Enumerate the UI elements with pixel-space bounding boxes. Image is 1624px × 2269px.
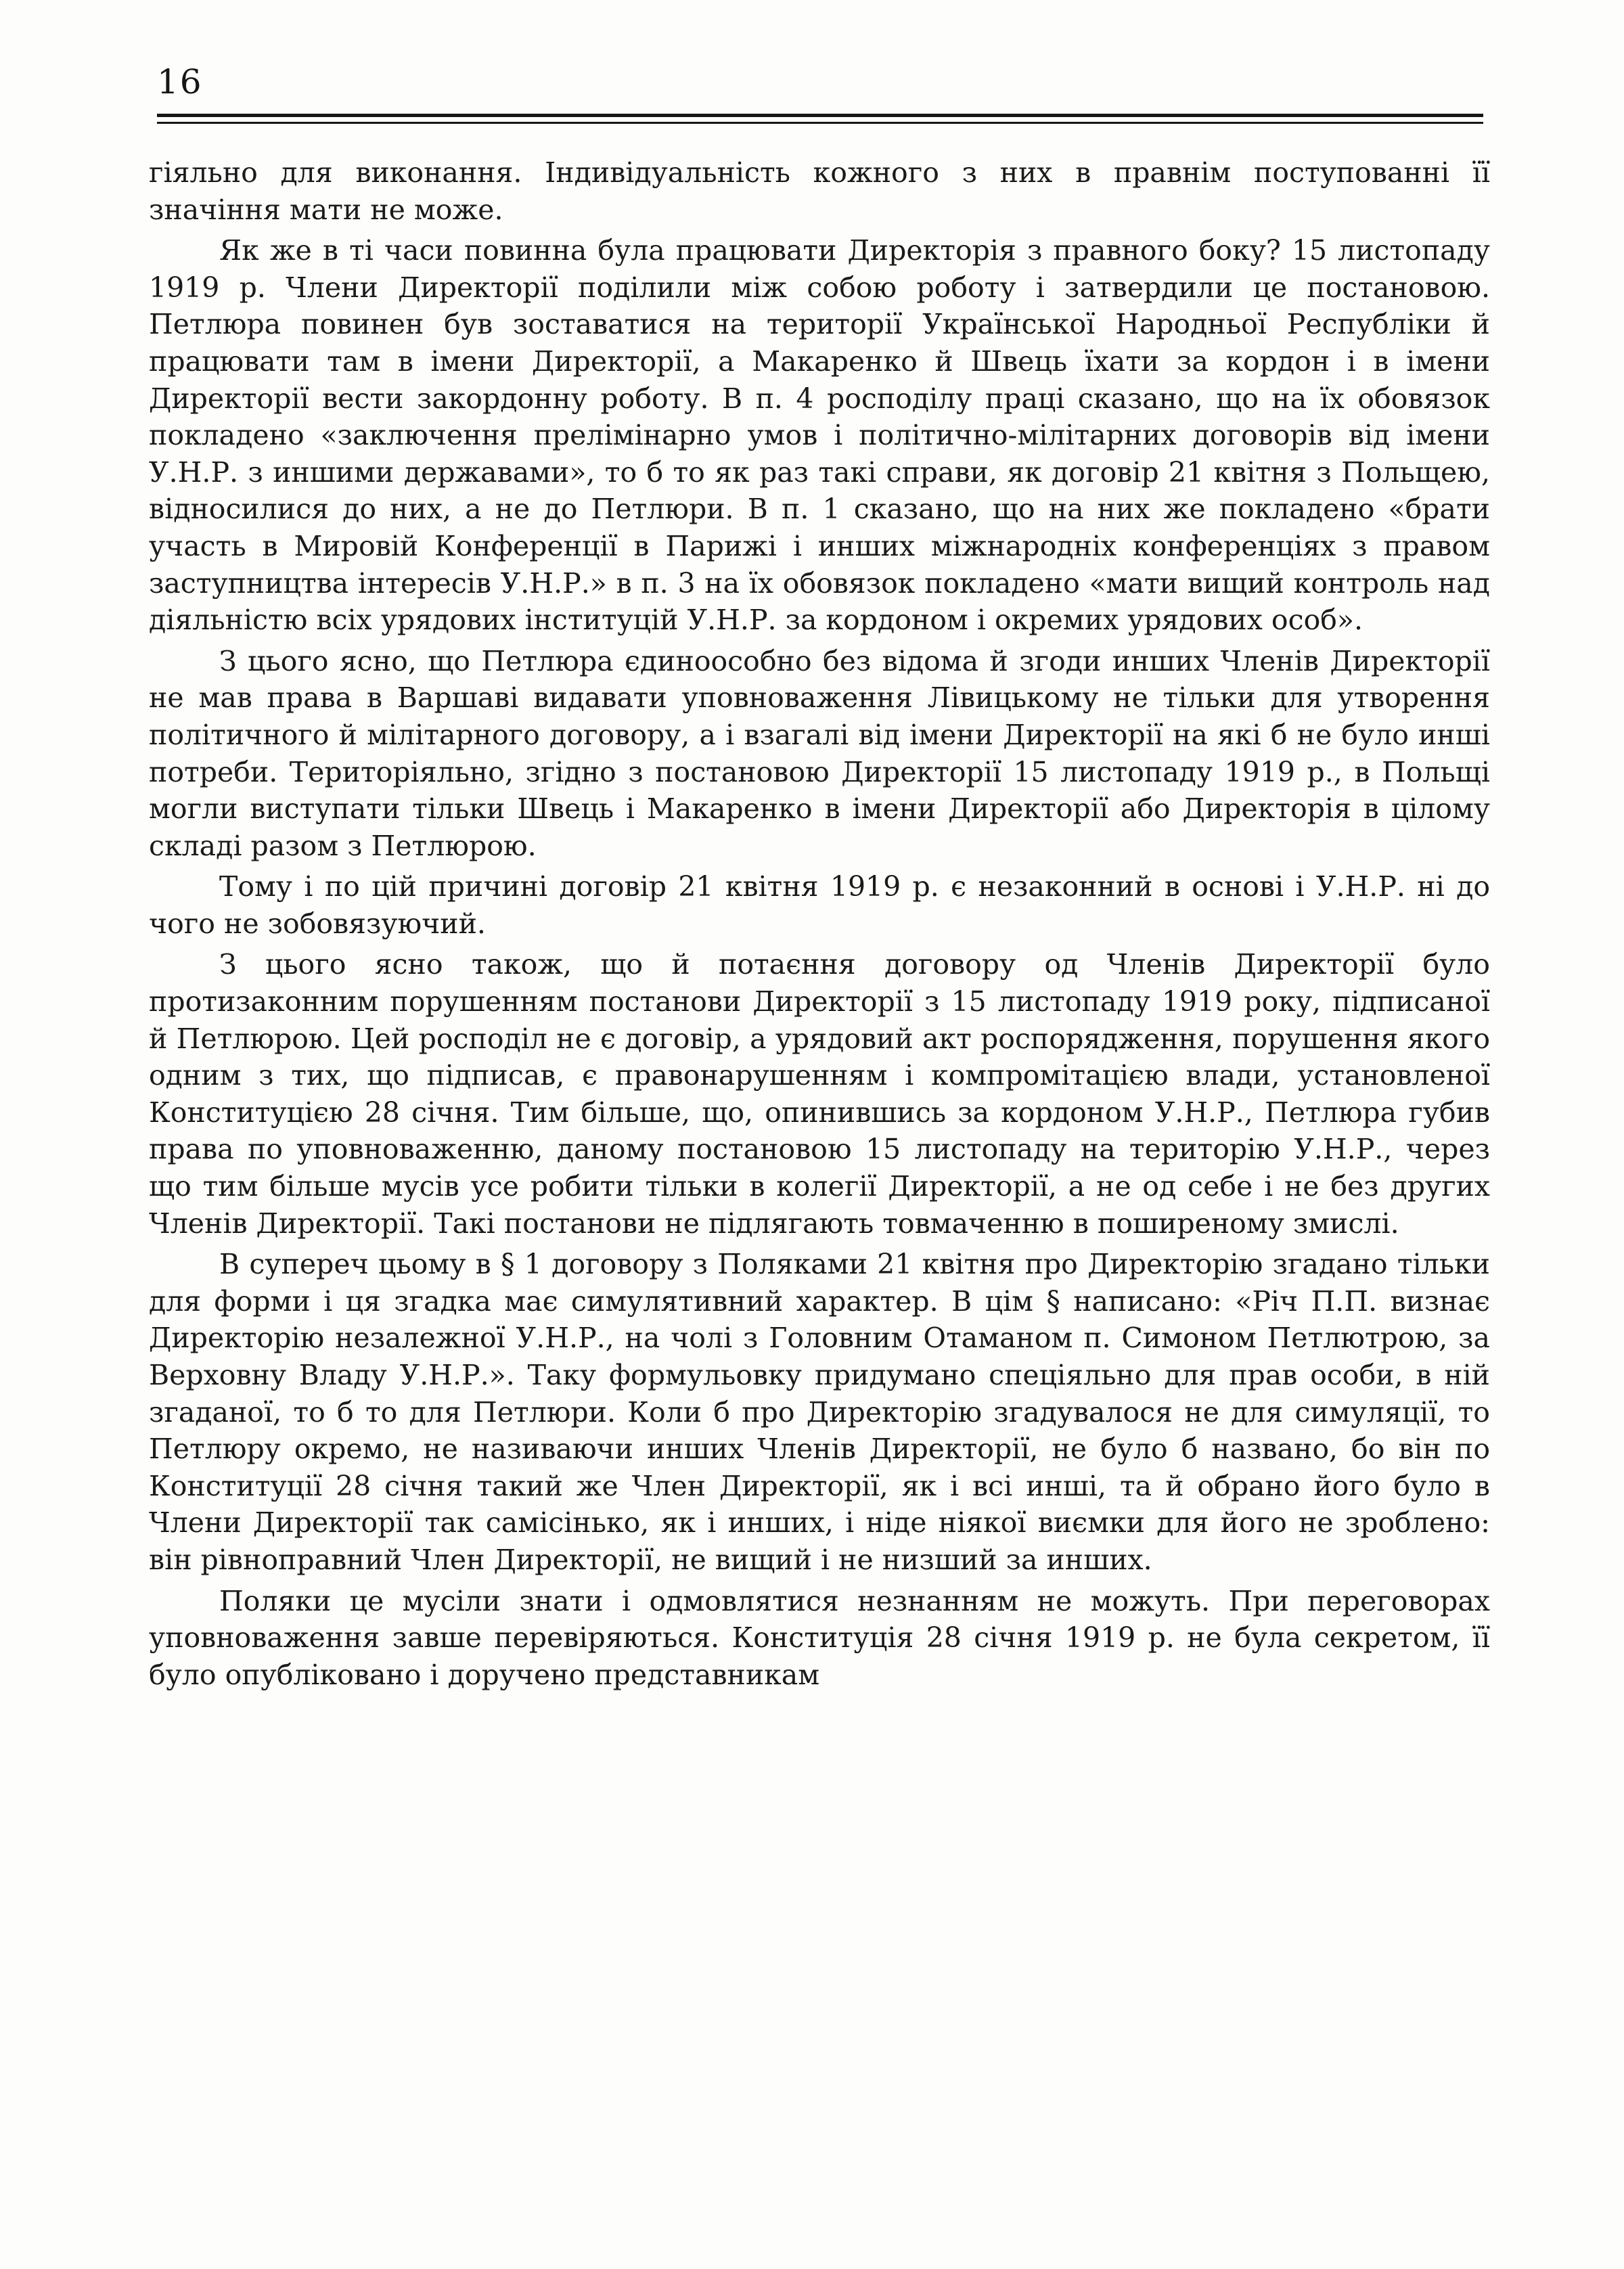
paragraph-7: Поляки це мусіли знати і одмовлятися незнанням не можуть. При переговорах уповноваження завше перевіряються. Конституція 28 січня 1919 р. не була секретом, її було опубліковано і доручено представникам	[149, 1584, 1490, 1691]
page-number: 16	[157, 62, 203, 102]
paragraph-2: Як же в ті часи повинна була працювати Директорія з правного боку? 15 листопаду 1919 р. Члени Директорії поділили між собою роботу і затвердили це постановою. Петлюра повинен був зоставатися на території Української Народньої Республіки й працювати там в імени Директорії, а Макаренко й Швець їхати за кордон і в імени Директорії вести закордонну роботу. В п. 4 росподілу праці сказано, що на їх обовязок покладено «заключення прелімінарно умов і політично-мілітарних договорів від імени У.Н.Р. з иншими державами», то б то як раз такі справи, як договір 21 квітня з Польщею, відносилися до них, а не до Петлюри. В п. 1 сказано, що на них же покладено «брати участь в Мировій Конференції в Парижі і инших міжнародніх конференціях з правом заступництва інтересів У.Н.Р.» в п. 3 на їх обовязок покладено «мати вищий контроль над діяльністю всіх урядових інституцій У.Н.Р. за кордоном і окремих урядових особ».	[149, 234, 1490, 637]
paragraph-5: З цього ясно також, що й потаєння договору од Членів Директорії було протизаконним порушенням постанови Директорії з 15 листопаду 1919 року, підписаної й Петлюрою. Цей росподіл не є договір, а урядовий акт роспорядження, порушення якого одним з тих, що підписав, є правонарушенням і компромітацією влади, установленої Конституцією 28 січня. Тим більше, що, опинившись за кордоном У.Н.Р., Петлюра губив права по уповноваженню, даному постановою 15 листопаду на територію У.Н.Р., через що тим більше мусів усе робити тільки в колегії Директорії, а не од себе і не без других Членів Директорії. Такі постанови не підлягають товмаченню в поширеному змислі.	[149, 948, 1490, 1240]
paragraph-1: гіяльно для виконання. Індивідуальність кожного з них в правнім поступованні її значіння мати не може.	[149, 156, 1490, 226]
header-rule-thin	[157, 122, 1483, 124]
paragraph-3: З цього ясно, що Петлюра єдиноособно без відома й згоди инших Членів Директорії не мав права в Варшаві видавати уповноваження Лівицькому не тільки для утворення політичного й мілітарного договору, а і взагалі від імени Директорії на які б не було инші потреби. Територіяльно, згідно з постановою Директорії 15 листопаду 1919 р., в Польщі могли виступати тільки Швець і Макаренко в імени Директорії або Директорія в цілому складі разом з Петлюрою.	[149, 644, 1490, 862]
paragraph-6: В супереч цьому в § 1 договору з Поляками 21 квітня про Директорію згадано тільки для форми і ця згадка має симулятивний характер. В цім § написано: «Річ П.П. визнає Директорію незалежної У.Н.Р., на чолі з Головним Отаманом п. Симоном Петлютрою, за Верховну Владу У.Н.Р.». Таку формульовку придумано спеціяльно для прав особи, в ній згаданої, то б то для Петлюри. Коли б про Директорію згадувалося не для симуляції, то Петлюру окремо, не називаючи инших Членів Директорії, не було б названо, бо він по Конституції 28 січня такий же Член Директорії, як і всі инші, та й обрано його було в Члени Директорії так самісінько, як і инших, і ніде ніякої виємки для його не зроблено: він рівноправний Член Директорії, не вищий і не низший за инших.	[149, 1248, 1490, 1576]
body-text	[149, 154, 1490, 1697]
header-rule-thick	[157, 114, 1483, 117]
paragraph-4: Тому і по цій причині договір 21 квітня 1919 р. є незаконний в основі і У.Н.Р. ні до чого не зобовязуючий.	[149, 870, 1490, 940]
